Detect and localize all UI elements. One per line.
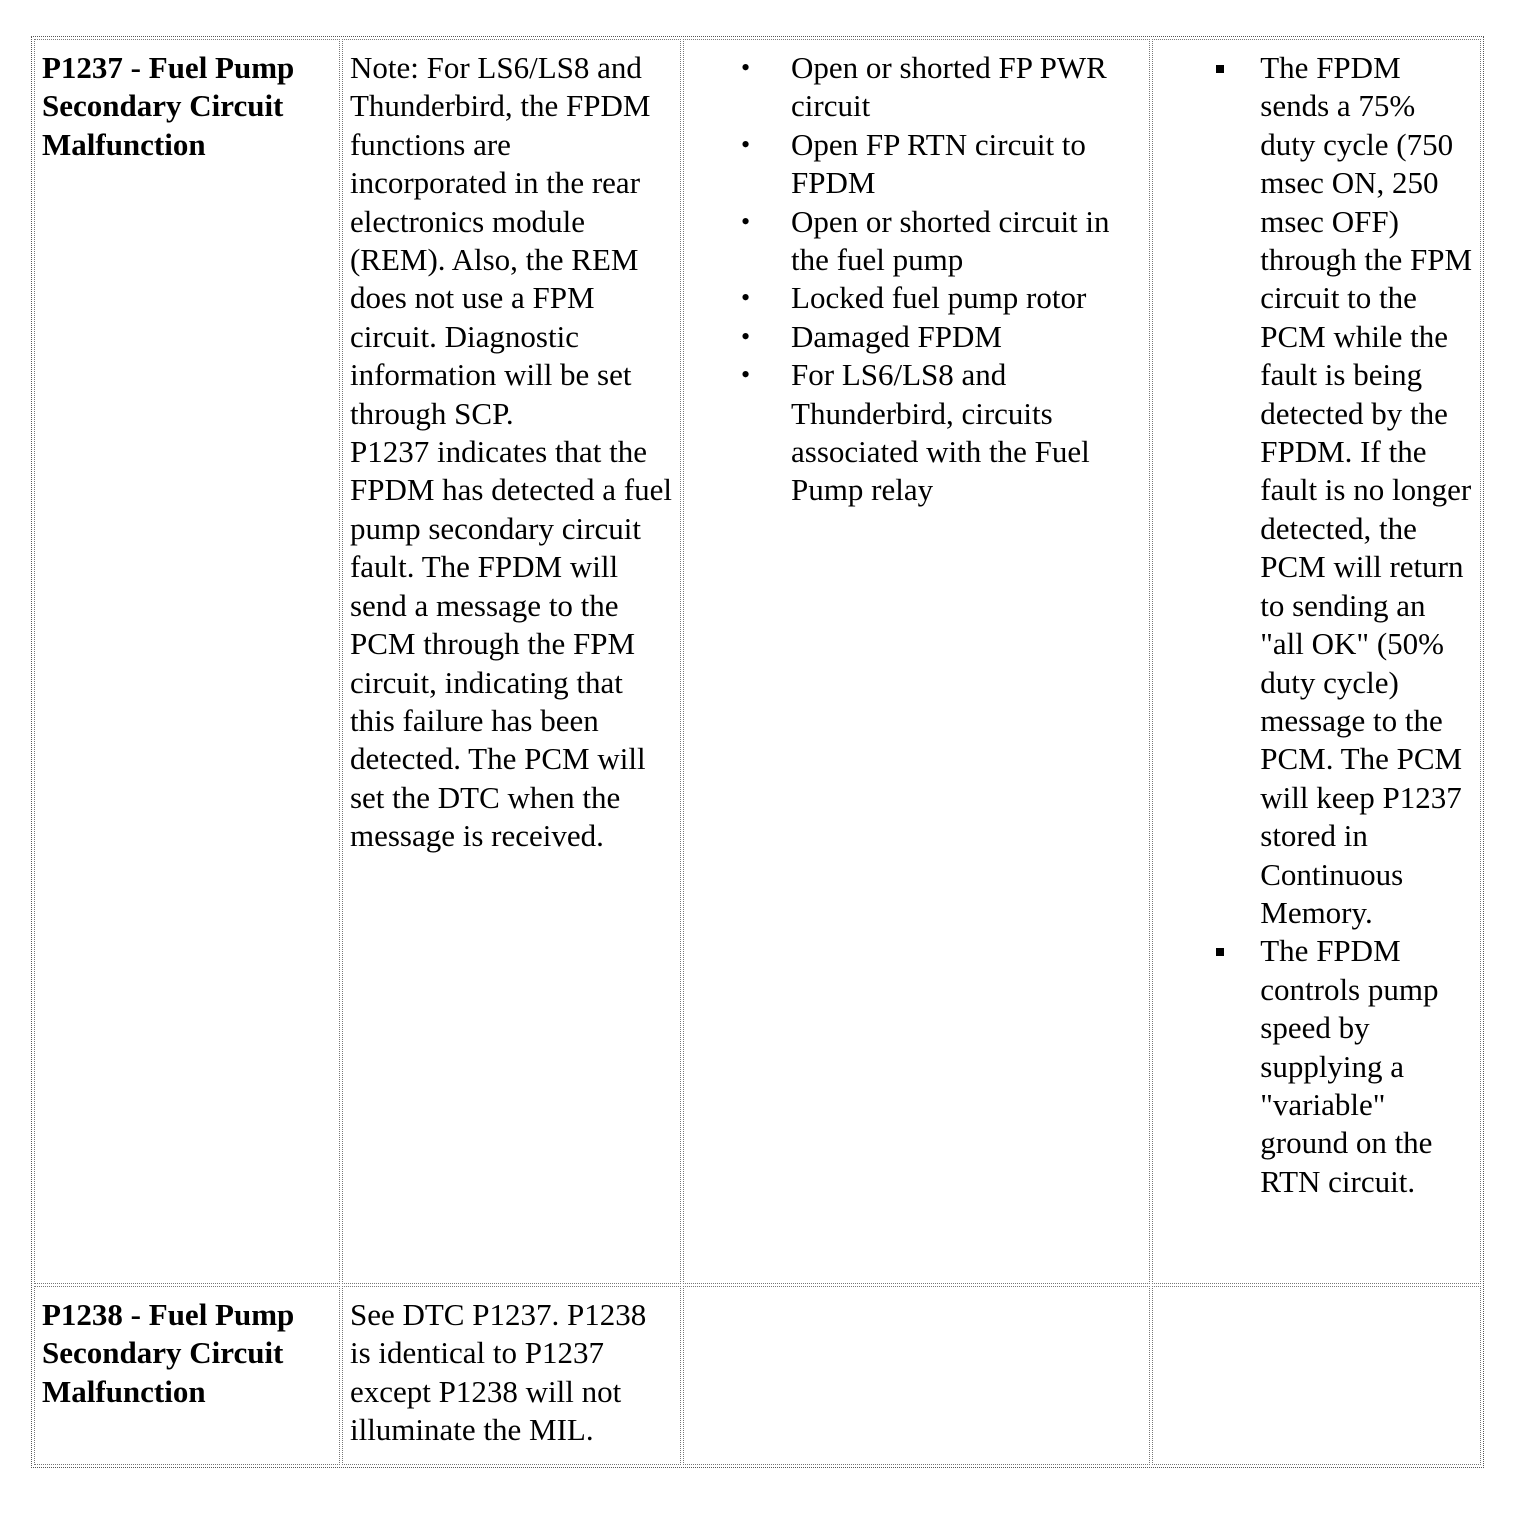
notes-list (1160, 49, 1474, 1201)
list-item: • Open or shorted circuit in the fuel pump (791, 203, 1143, 280)
possible-causes-list (691, 49, 1143, 510)
possible-causes-cell (683, 1286, 1150, 1465)
possible-causes-cell (683, 39, 1150, 1284)
list-item: The FPDM controls pump speed by supplying a "variable" ground on the RTN circuit. (1260, 932, 1474, 1201)
list-item: • Damaged FPDM (791, 318, 1143, 356)
description-text: P1237 indicates that the FPDM has detected a fuel pump secondary circuit fault. The FPDM will send a message to the PCM through the FPM circuit, indicating that this failure has been detected. The PCM will set the DTC when the message is received. (349, 434, 672, 854)
list-item: • Locked fuel pump rotor (791, 279, 1143, 317)
list-item: The FPDM sends a 75% duty cycle (750 msec ON, 250 msec OFF) through the FPM circuit to the PCM while the fault is being detected by the FPDM. If the fault is no longer detected, the PCM will return to sending an "all OK" (50% duty cycle) message to the PCM. The PCM will keep P1237 stored in Continuous Memory. (1260, 49, 1474, 932)
notes-cell (1152, 39, 1481, 1284)
dtc-code-title: P1238 - Fuel Pump Secondary Circuit Malfunction (42, 1297, 295, 1409)
dtc-table (31, 36, 1484, 1468)
table-row (34, 1286, 1481, 1465)
description-note: Note: For LS6/LS8 and Thunderbird, the FPDM functions are incorporated in the rear electronics module (REM). Also, the REM does not use a FPM circuit. Diagnostic information will be set through SCP. (349, 50, 651, 431)
dtc-code-cell (34, 1286, 340, 1465)
dtc-code-cell (34, 39, 340, 1284)
list-item: • For LS6/LS8 and Thunderbird, circuits associated with the Fuel Pump relay (791, 356, 1143, 510)
dtc-code-title: P1237 - Fuel Pump Secondary Circuit Malfunction (42, 50, 295, 162)
table-row (34, 39, 1481, 1284)
dtc-description-cell (342, 1286, 681, 1465)
list-item: • Open FP RTN circuit to FPDM (791, 126, 1143, 203)
dtc-description-cell (342, 39, 681, 1284)
notes-cell (1152, 1286, 1481, 1465)
list-item: • Open or shorted FP PWR circuit (791, 49, 1143, 126)
description-text: See DTC P1237. P1238 is identical to P1237 except P1238 will not illuminate the MIL. (349, 1297, 647, 1448)
